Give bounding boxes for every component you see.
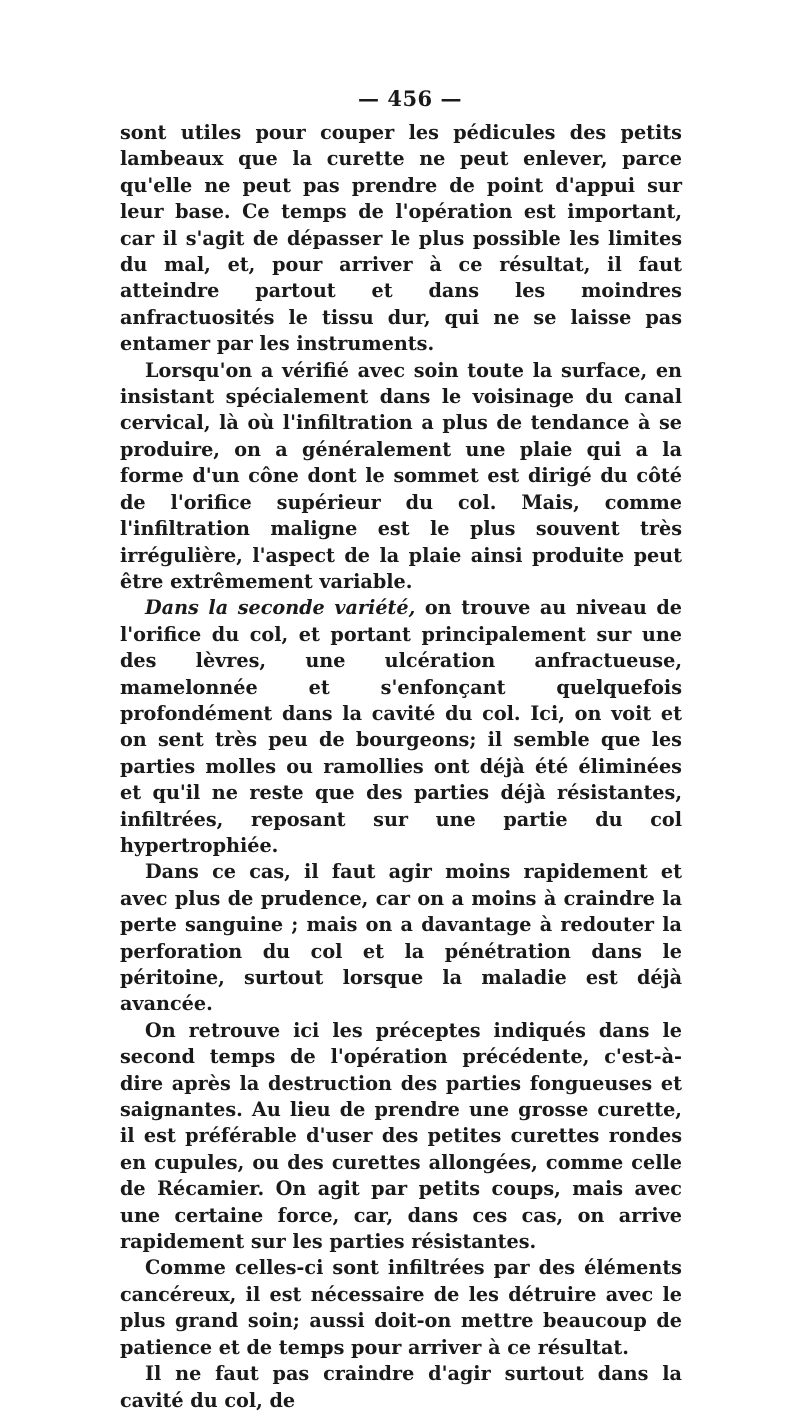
paragraph-text: on trouve au niveau de l'orifice du col, et portant principalement sur une des lèvres, une ulcération anfractueuse, mamelonnée et s'enfonçant quelquefois profondément dans la cavité du col. Ici, on voit et on sent très peu de bourgeons; il semble que les parties molles ou ramollies ont déjà été éliminées et qu'il ne reste que des parties déjà résistantes, infiltrées, reposant sur une partie du col hypertrophiée.	[120, 596, 682, 857]
paragraph-last: Il ne faut pas craindre d'agir surtout dans la cavité du col, de	[120, 1362, 682, 1412]
paragraph-second-variety	[120, 595, 682, 859]
paragraph: Comme celles-ci sont infiltrées par des éléments cancéreux, il est nécessaire de les détruire avec le plus grand soin; aussi doit-on mettre beaucoup de patience et de temps pour arriver à ce résultat.	[120, 1256, 682, 1359]
paragraph: On retrouve ici les préceptes indiqués dans le second temps de l'opération précédente, c'est-à-dire après la destruction des parties fongueuses et saignantes. Au lieu de prendre une grosse curette, il est préférable d'user des petites curettes rondes en cupules, ou des curettes allongées, comme celle de Récamier. On agit par petits coups, mais avec une certaine force, car, dans ces cas, on arrive rapidement sur les parties résistantes.	[120, 1018, 682, 1254]
paragraph: Lorsqu'on a vérifié avec soin toute la surface, en insistant spécialement dans le voisinage du canal cervical, là où l'infiltration a plus de tendance à se produire, on a généralement une plaie qui a la forme d'un cône dont le sommet est dirigé du côté de l'orifice supérieur du col. Mais, comme l'infiltration maligne est le plus souvent très irrégulière, l'aspect de la plaie ainsi produite peut être extrêmement variable.	[120, 358, 682, 593]
paragraph: Dans ce cas, il faut agir moins rapidement et avec plus de prudence, car on a moins à craindre la perte sanguine ; mais on a davantage à redouter la perforation du col et la pénétration dans le péritoine, surtout lorsque la maladie est déjà avancée.	[120, 860, 682, 1016]
body-text	[120, 120, 682, 1414]
italic-lead-in: Dans la seconde variété,	[145, 596, 416, 620]
paragraph-continuation: sont utiles pour couper les pédicules des petits lambeaux que la curette ne peut enlever, parce qu'elle ne peut pas prendre de point d'appui sur leur base. Ce temps de l'opération est important, car il s'agit de dépasser le plus possible les limites du mal, et, pour arriver à ce résultat, il faut atteindre partout et dans les moindres anfractuosités le tissu dur, qui ne se laisse pas entamer par les instruments.	[120, 121, 682, 356]
page-number: — 456 —	[358, 86, 462, 111]
